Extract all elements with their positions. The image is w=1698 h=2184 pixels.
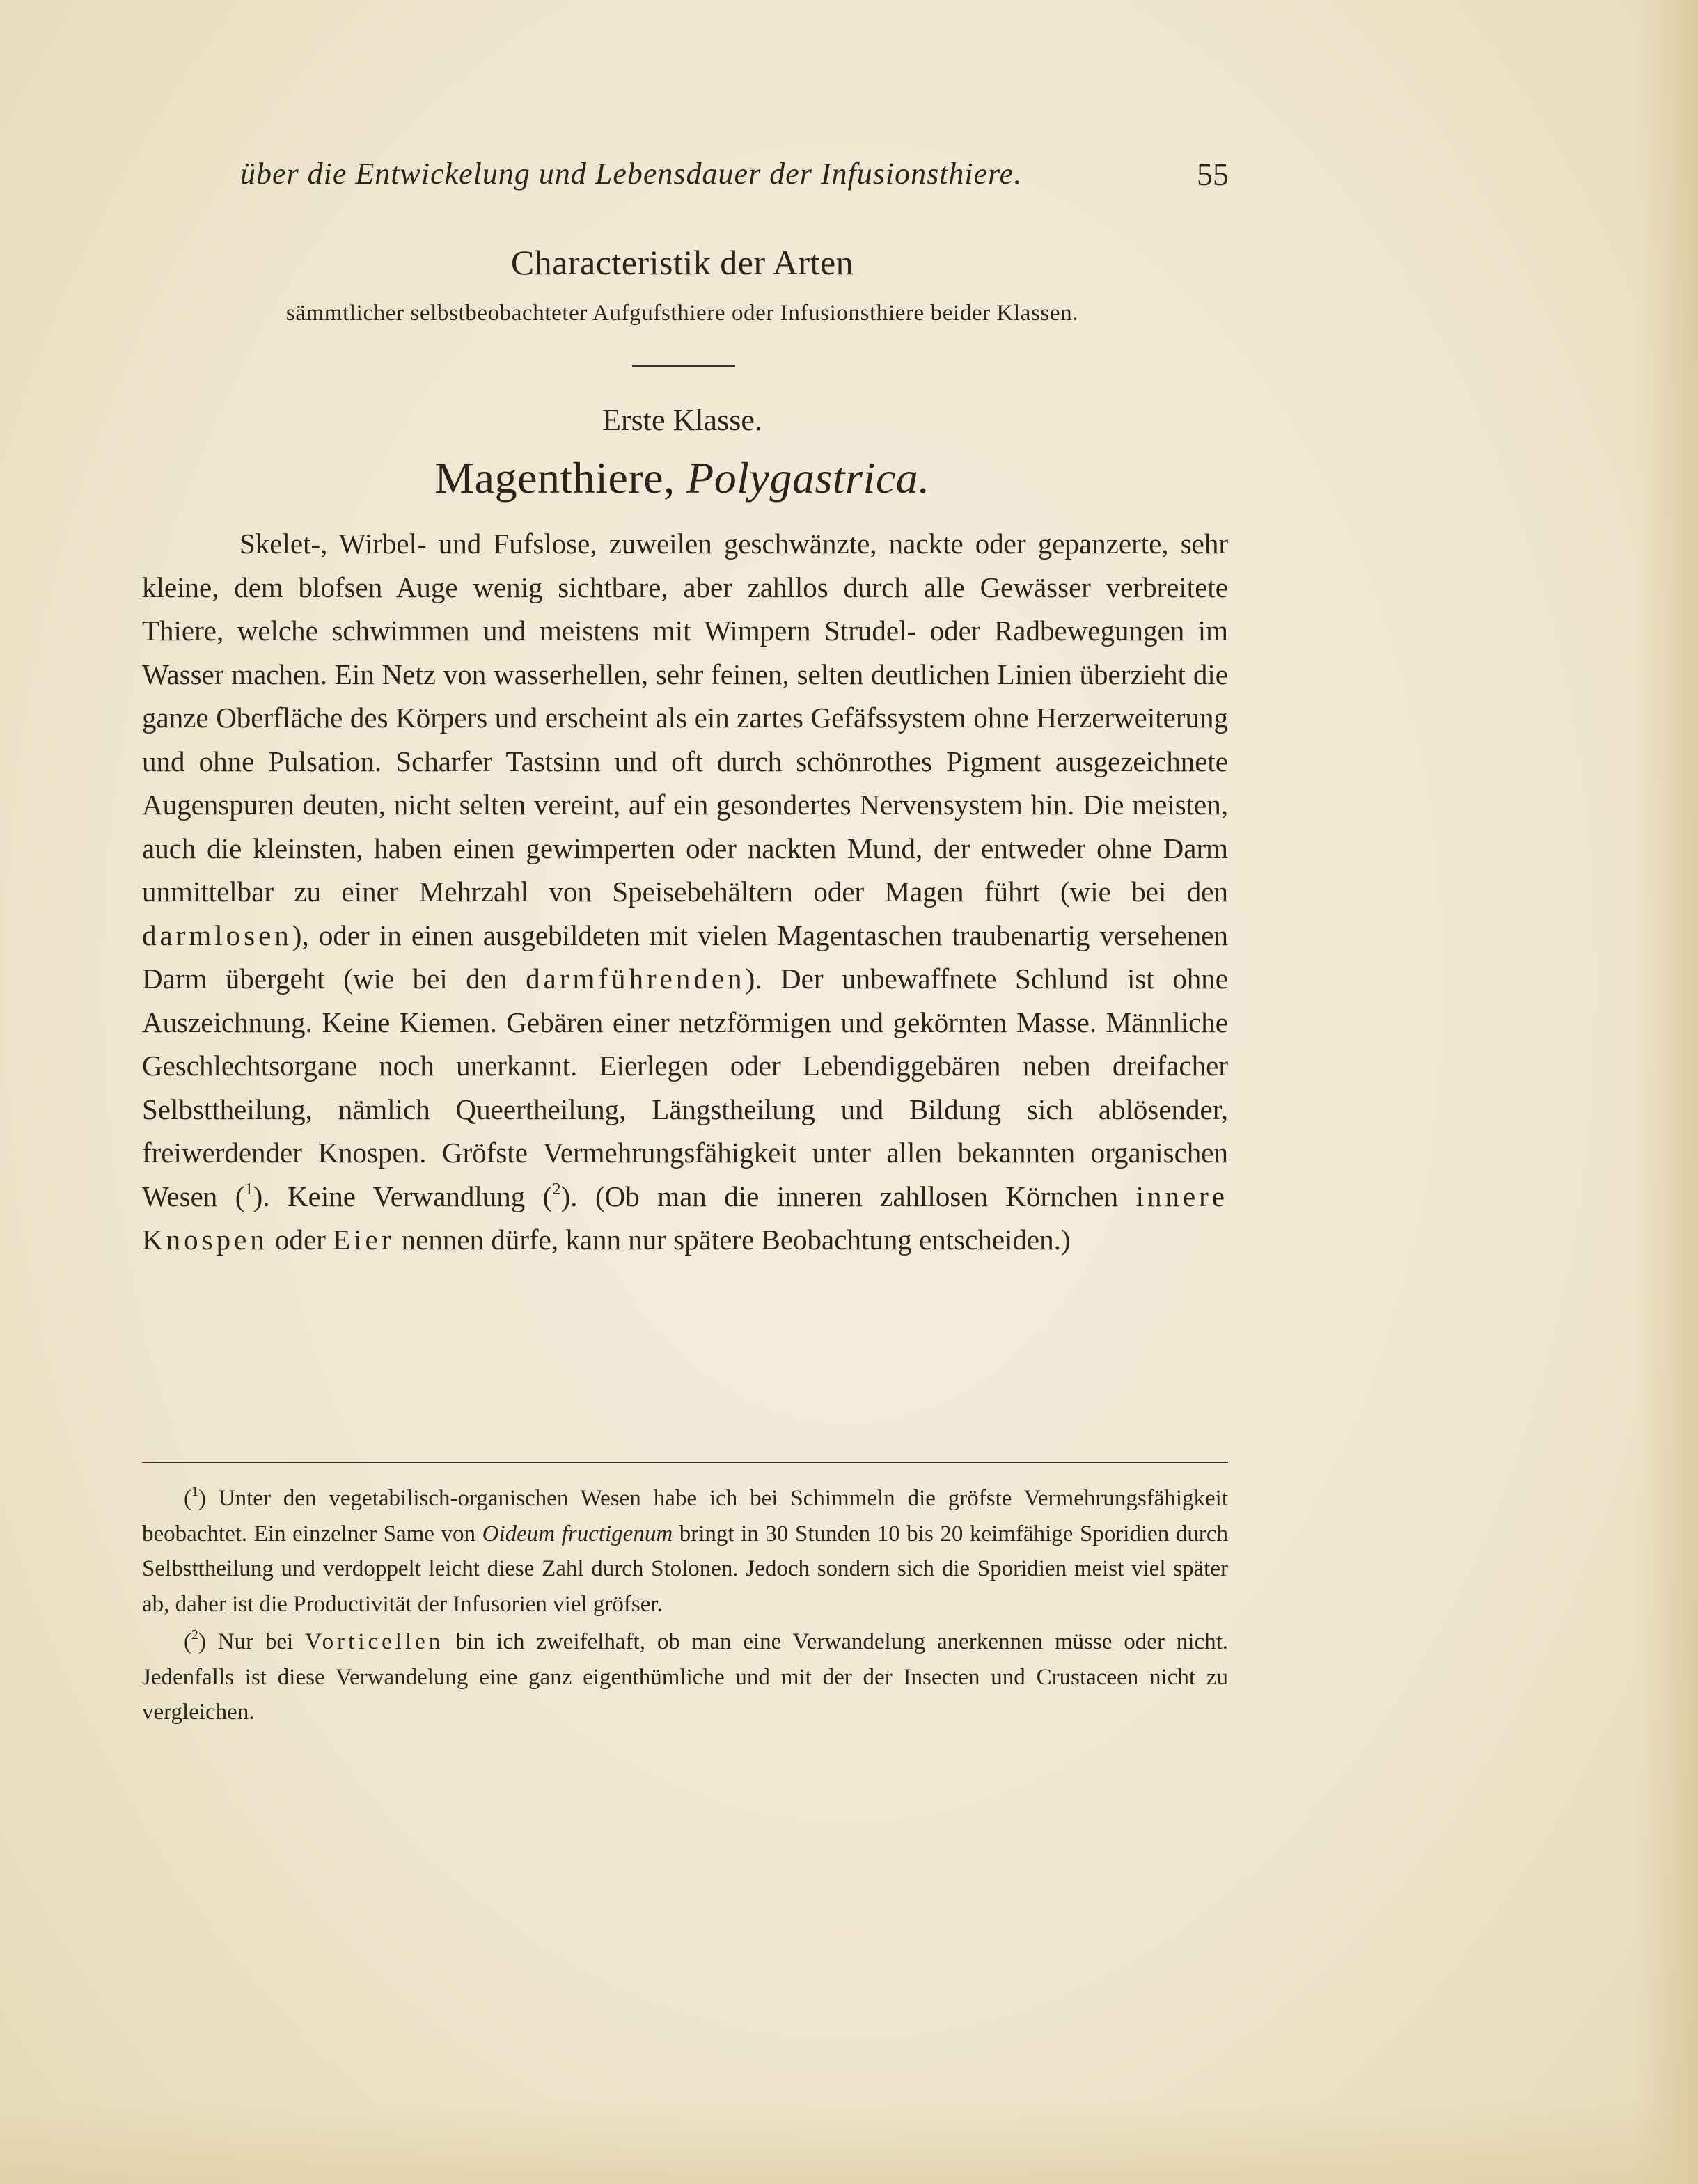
body-segment-3: ). Der unbewaffnete Schlund ist ohne Auszeichnung. Keine Kiemen. Gebären einer netzförmigen und gekörnten Masse. Männliche Geschlechtsorgane noch unerkannt. Eierlegen oder Lebendiggebären neben dreifacher Selbsttheilung, nämlich Queertheilung, Längstheilung und Bildung sich ablösender, freiwerdender Knospen. Gröfste Vermehrungsfähigkeit unter allen bekannten organischen Wesen ( [142,963,1229,1212]
footnote-1-text-b: bringt in 30 Stunden 10 bis 20 keimfähige Sporidien durch Selbsttheilung und verdoppelt leicht diese Zahl durch Stolonen. Jedoch sondern sich die Sporidien meist viel später ab, daher ist die Productivität der Infusorien viel gröfser. [142,1521,1229,1617]
section-subtitle: sämmtlicher selbstbeobachteter Aufgufsthiere oder Infusionsthiere beider Klassen. [285,301,1079,326]
term-eier: Eier [333,1224,395,1256]
footnotes [142,1481,1228,1733]
footnote-2-marker: 2 [191,1627,198,1643]
term-darmfuehrenden: darmführenden [526,963,746,995]
footnote-1: ($^1$) Unter den vegetabilisch-organischen Wesen habe ich bei Schimmeln die gröfste Vermehrungsfähigkeit beobachtet. Ein einzelner Same von Oideum fructigenum bringt in 30 Stunden 10 bis 20 keimfähige Sporidien durch Selbsttheilung und verdoppelt leicht diese Zahl durch Stolonen. Jedoch sondern sich die Sporidien meist viel später ab, daher ist die Productivität der Infusorien viel gröfser. [142,1484,1229,1617]
main-heading [0,452,1365,504]
running-head [240,156,1229,205]
running-head-title: über die Entwickelung und Lebensdauer der Infusionsthiere. [240,157,1023,191]
body-segment-4: ). Keine Verwandlung ( [253,1180,553,1212]
footnote-2: ($^2$) Nur bei Vorticellen bin ich zweifelhaft, ob man eine Verwandelung anerkennen müsse oder nicht. Jedenfalls ist diese Verwandelung eine ganz eigenthümliche und mit der der Insecten und Crustaceen nicht zu vergleichen. [142,1627,1229,1725]
footnote-2-term: Vorticellen [305,1629,444,1654]
term-innere-knospen: innere Knospen [142,1180,1229,1256]
body-segment-5: ). (Ob man die inneren zahllosen Körnchen [560,1180,1119,1212]
body-segment-7: nennen dürfe, kann nur spätere Beobachtung entscheiden.) [401,1224,1071,1256]
footnote-ref-1: 1 [244,1179,253,1198]
body-segment-6: oder [275,1224,326,1256]
body-paragraph [142,522,1228,1262]
class-label: Erste Klasse. [602,403,762,437]
footnote-ref-2: 2 [552,1179,561,1198]
footnote-2-text-a: Nur bei [217,1629,294,1654]
title-divider [632,365,735,367]
page-bottom-shading [0,2100,1698,2184]
footnote-divider [142,1462,1228,1463]
footnote-2-text-b: bin ich zweifelhaft, ob man eine Verwandelung anerkennen müsse oder nicht. Jedenfalls ist diese Verwandelung eine ganz eigenthümliche und mit der der Insecten und Crustaceen nicht zu vergleichen. [142,1629,1229,1725]
page-number: 55 [1197,157,1229,192]
page-edge-shading [1635,0,1698,2184]
section-title: Characteristik der Arten [510,243,854,282]
footnote-1-marker: 1 [191,1484,198,1500]
footnote-1-text-a: Unter den vegetabilisch-organischen Wesen habe ich bei Schimmeln die gröfste Vermehrungsfähigkeit beobachtet. Ein einzelner Same von [142,1486,1228,1546]
footnote-1-taxon: Oideum fructigenum [482,1521,673,1546]
body-segment-1: Skelet-, Wirbel- und Fufslose, zuweilen geschwänzte, nackte oder gepanzerte, sehr kleine, dem blofsen Auge wenig sichtbare, aber zahllos durch alle Gewässer verbreitete Thiere, welche schwimmen und meistens mit Wimpern Strudel- oder Radbewegungen im Wasser machen. Ein Netz von wasserhellen, sehr feinen, selten deutlichen Linien überzieht die ganze Oberfläche des Körpers und erscheint als ein zartes Gefäfssystem ohne Herzerweiterung und ohne Pulsation. Scharfer Tastsinn und oft durch schönrothes Pigment ausgezeichnete Augenspuren deuten, nicht selten vereint, auf ein gesondertes Nervensystem hin. Die meisten, auch die kleinsten, haben einen gewimperten oder nackten Mund, der entweder ohne Darm unmittelbar zu einer Mehrzahl von Speisebehältern oder Magen führt (wie bei den [142,528,1228,908]
heading-german: Magenthiere, [434,453,675,503]
heading-latin: Polygastrica. [686,453,930,503]
body-text [142,522,1228,1262]
body-segment-2: ), oder in einen ausgebildeten mit vielen Magentaschen traubenartig versehenen Darm übergeht (wie bei den [142,919,1228,995]
term-darmlosen: darmlosen [142,919,292,951]
